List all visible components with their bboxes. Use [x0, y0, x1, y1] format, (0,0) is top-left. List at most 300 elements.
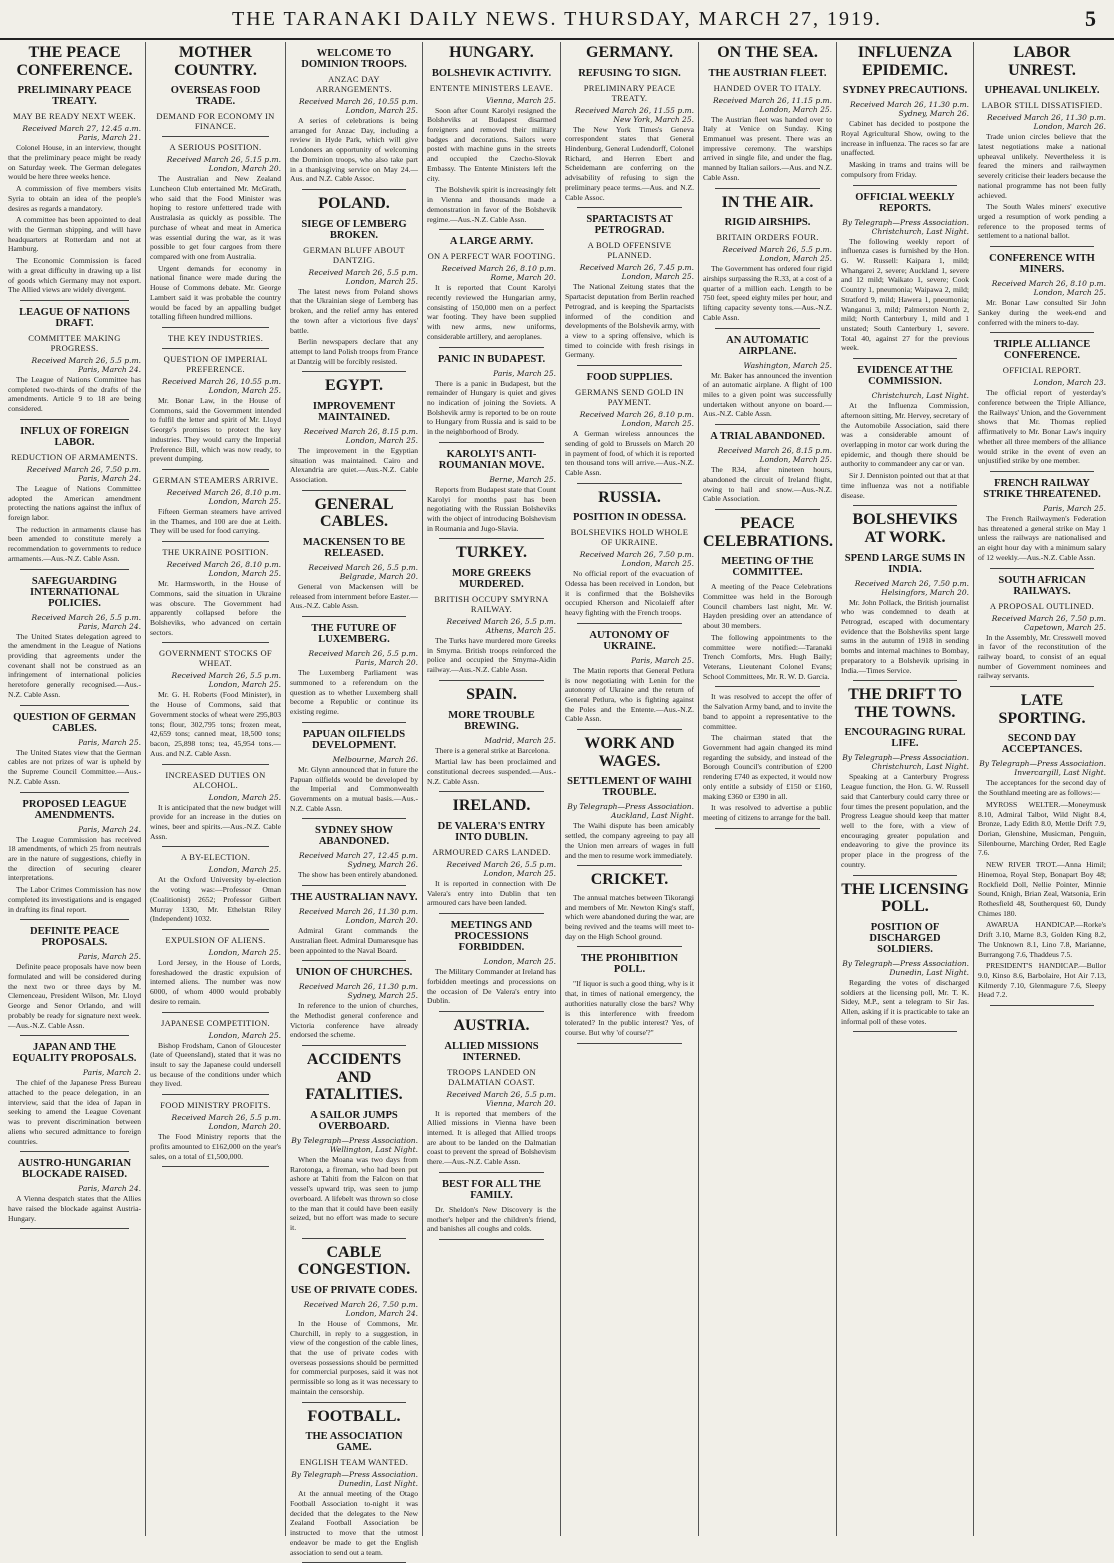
article-divider — [577, 865, 682, 866]
article-subheading: RIGID AIRSHIPS. — [724, 217, 811, 229]
article-deck: GOVERNMENT STOCKS OF WHEAT. — [159, 648, 272, 669]
article-dateline: London, March 25. — [483, 957, 556, 967]
article-subheading: MORE GREEKS MURDERED. — [451, 568, 532, 591]
article-deck: GERMANS SEND GOLD IN PAYMENT. — [575, 387, 684, 408]
article-subheading: SOUTH AFRICAN RAILWAYS. — [998, 574, 1086, 597]
article-divider — [853, 358, 957, 359]
article-headline: CABLE CONGESTION. — [297, 1243, 411, 1279]
article-dateline: Received March 26, 5.5 p.m. Paris, March 24. — [31, 612, 141, 631]
article-paragraph: General von Mackensen will be released from internment before Easter.—Aus.-N.Z. Cable Assn. — [290, 582, 418, 611]
article-dateline: Received March 26, 5.5 p.m. Vienna, March 20. — [446, 1089, 556, 1108]
article-paragraph: The following weekly report of influenza cases is furnished by the Hon. G. W. Russell: Kaipara 1, mild; Whangarei 2, severe; Auckland 1, severe and 12 mild; Waikato 1, severe; Cook Country 1, pneumonia; Waipawa 2, mild; Stratford 9, mild; Hawera 1, pneumonia; Wanganui 3, mild; Palmerston North 2, mild; North Canterbury 1, mild and 1 unstated; South Canterbury 1, severe. Total 40, against 27 for the previous week. — [841, 236, 969, 353]
article-divider — [302, 885, 406, 886]
article-deck: BOLSHEVIKS HOLD WHOLE OF UKRAINE. — [570, 527, 689, 548]
article-dateline: London, March 25. — [208, 792, 281, 802]
article — [427, 920, 556, 1012]
article-paragraph: The Military Commander at Ireland has forbidden meetings and processions on the occasion of De Valera's entry into Dublin. — [427, 967, 556, 1006]
article-subheading: INFLUX OF FOREIGN LABOR. — [20, 425, 129, 448]
article — [150, 648, 281, 764]
article-subheading: SPARTACISTS AT PETROGRAD. — [586, 214, 673, 237]
article — [150, 547, 281, 643]
article-subheading: REFUSING TO SIGN. — [578, 67, 681, 79]
article-paragraph: Mr. Bonar Law consulted Sir John Sankey during the week-end and conferred with the miners to-day. — [978, 298, 1106, 327]
article-divider — [715, 424, 820, 425]
article-paragraph: The French Railwaymen's Federation has threatened a general strike on May 1 unless the railways are nationalised and an eight hour day with a minimum salary of 12 weekly.—Aus.-N.Z. Cable Assn. — [978, 514, 1106, 562]
masthead-title: THE TARANAKI DAILY NEWS. THURSDAY, MARCH 27, 1919. — [232, 8, 882, 30]
article-subheading: PANIC IN BUDAPEST. — [437, 353, 546, 365]
article-divider — [162, 764, 269, 765]
article-divider — [439, 680, 544, 681]
column-6 — [699, 42, 837, 1536]
article-deck: OFFICIAL REPORT. — [1002, 365, 1082, 376]
article-divider — [577, 207, 682, 208]
article — [978, 44, 1106, 247]
article-paragraph: The Matin reports that General Petlura is now negotiating with Lenin for the autonomy of Ukraine and the return of General Petlura, who is fighting against the Poles and the Entente.—Aus.-N.Z. Cable Assn. — [565, 665, 694, 724]
article-deck: A PROPOSAL OUTLINED. — [989, 600, 1095, 611]
article-subheading: SYDNEY SHOW ABANDONED. — [314, 825, 394, 848]
article — [978, 692, 1106, 1006]
article-dateline: Received March 26, 5.15 p.m. London, March 20. — [166, 155, 281, 174]
article-paragraph: Mr. Baker has announced the invention of an automatic airplane. A flight of 100 miles to a given point was successfully undertaken without anyone on board.—Aus.-N.Z. Cable Assn. — [703, 370, 832, 419]
article-subheading: EVIDENCE AT THE COMMISSION. — [857, 365, 953, 388]
article-paragraph: Mr. Bonar Law, in the House of Commons, said the Government intended to fulfil the letter and spirit of Mr. Lloyd George's promises to protect the key industries. They would carry the Imperial Preference Bill, which was now ready, to prevent dumping. — [150, 395, 281, 464]
article — [290, 48, 418, 190]
article-headline: LATE SPORTING. — [998, 692, 1086, 727]
article-subheading: AUTONOMY OF UKRAINE. — [589, 629, 670, 652]
article-paragraph: Fifteen German steamers have arrived in the Thames, and 100 are due at Leith. They will be used for food carrying. — [150, 507, 281, 536]
article-headline: THE DRIFT TO THE TOWNS. — [848, 686, 962, 721]
article-deck: MAY BE READY NEXT WEEK. — [13, 111, 136, 122]
article-paragraph: The Bolshevik spirit is increasingly felt in Vienna and thousands made a demonstration in favor of the Bolshevik regime.—Aus.-N.Z. Cable Assn. — [427, 185, 556, 224]
article-headline: SPAIN. — [466, 685, 517, 703]
article-dateline: Received March 26, 5.5 p.m. London, March 25. — [446, 859, 556, 878]
article — [427, 44, 556, 230]
article-paragraph: It is reported in connection with De Valera's entry into Dublin that ten armoured cars have been landed. — [427, 878, 556, 908]
article-deck: HANDED OVER TO ITALY. — [713, 82, 822, 93]
article-divider — [162, 1166, 269, 1167]
article-subheading: SYDNEY PRECAUTIONS. — [842, 85, 968, 97]
article-dateline: Melbourne, March 26. — [332, 754, 418, 764]
article-headline: LABOR UNREST. — [1008, 44, 1076, 79]
article-dateline: Received March 26, 11.55 p.m. New York, March 25. — [575, 105, 694, 124]
article-paragraph: A series of celebrations is being arranged for Anzac Day, including a review in Hyde Park, which will give Londoners an opportunity of welcoming the Dominion troops, who also take part in a thanksgiving service on May 24.—Aus. and N.Z. Cable Assoc. — [290, 116, 418, 184]
article-divider — [162, 348, 269, 349]
article-divider — [577, 365, 682, 366]
article-paragraph: Soon after Count Karolyi resigned the Bolsheviks at Budapest disarmed foreigners and removed their military badges and decorations. Sailors were posted with machine guns in the streets and occupied the Czecho-Slovak Embassy. The Entente Ministers left the city. — [427, 105, 556, 183]
article-paragraph: At the Oxford University by-election the voting was:—Professor Oman (Coalitionist) 2652; Professor Gilbert Murray 1330, Mr. Ethelstan Riley (Independent) 1032. — [150, 875, 281, 924]
article-paragraph: At the Influenza Commission, afternoon sitting, Mr. Hervey, secretary of the Automobile Association, said there was a considerable amount of overlapping in motor car work during the epidemic, and though there should be authority to commandeer any car or van. — [841, 401, 969, 469]
article — [290, 496, 418, 617]
article-paragraph: At the annual meeting of the Otago Football Association to-night it was decided that the delegates to the New Zealand Football Association be instructed to move that the utmost endeavor be made to get the English association to send out a team. — [290, 1489, 418, 1557]
article — [8, 576, 141, 706]
article-paragraph: The Luxemberg Parliament was summoned to a referendum on the question as to whether Luxemberg shall become a Republic or continue its existing regime. — [290, 668, 418, 717]
article-subheading: ALLIED MISSIONS INTERNED. — [444, 1040, 539, 1063]
article-deck: ON A PERFECT WAR FOOTING. — [427, 251, 556, 262]
article-headline: TURKEY. — [456, 544, 527, 562]
column-3 — [286, 42, 423, 1557]
article-headline: BOLSHEVIKS AT WORK. — [852, 511, 958, 546]
article — [565, 372, 694, 484]
article-subheading: FOOD SUPPLIES. — [586, 372, 673, 384]
article-dateline: Paris, March 24. — [78, 1184, 141, 1194]
article-paragraph: The League Commission has received 18 amendments, of which 25 from neutrals are in the nature of suggestions, chiefly in the direction of securing clearer interpretations. — [8, 834, 141, 883]
article-subheading: KAROLYI'S ANTI-ROUMANIAN MOVE. — [438, 448, 545, 471]
article-paragraph: Masking in trams and trains will be compulsory from Friday. — [841, 160, 969, 179]
article-headline: RUSSIA. — [598, 488, 661, 506]
article-divider — [302, 1045, 406, 1046]
article-dateline: Received March 26, 5.5 p.m. Belgrade, March 20. — [308, 563, 418, 582]
article-dateline: Received March 26, 11.30 p.m. London, March 20. — [299, 907, 418, 926]
article-paragraph: The official report of yesterday's conference between the Triple Alliance, the Railways' Union, and the Government shows that Mr. Thomas replied affirmatively to Mr. Bonar Law's inquiry whether all three members of the alliance would strike in the event of even an unjustified strike by one member. — [978, 388, 1106, 466]
article-dateline: Received March 26, 10.55 p.m. London, March 25. — [162, 376, 281, 395]
article-paragraph: Mr. Glynn announced that in future the Papuan oilfields would be developed by the Imperial and Commonwealth Governments on a mutual basis.—Aus.-N.Z. Cable Assn. — [290, 764, 418, 813]
article-deck: BRITAIN ORDERS FOUR. — [716, 232, 819, 243]
article-headline: WORK AND WAGES. — [584, 735, 675, 770]
article-paragraph: The reduction in armaments clause has been amended to constitute merely a recommendation to governments to reduce armaments.—Aus.-N.Z. Cable Assn. — [8, 524, 141, 563]
article-divider — [439, 1011, 544, 1012]
article-dateline: Vienna, March 25. — [485, 95, 556, 105]
article — [841, 881, 969, 1033]
article-subheading: MEETINGS AND PROCESSIONS FORBIDDEN. — [450, 920, 533, 954]
article-subheading: BOLSHEVIK ACTIVITY. — [431, 67, 552, 79]
article-subheading: THE ASSOCIATION GAME. — [305, 1431, 403, 1454]
article — [427, 1179, 556, 1240]
article-dateline: Received March 26, 5.5 p.m. London, March 25. — [171, 671, 281, 690]
article-deck: REDUCTION OF ARMAMENTS. — [10, 451, 139, 462]
article-dateline: Berne, March 25. — [489, 474, 556, 484]
article-divider — [990, 332, 1094, 333]
article-paragraph: Bishop Frodsham, Canon of Gloucester (late of Queensland), stated that it was no insult to say the Japanese could undersell us because of the conditions under which they lived. — [150, 1040, 281, 1089]
article — [565, 214, 694, 366]
article-paragraph: The Economic Commission is faced with a great difficulty in drawing up a list of goods which Germany may not export. The Allied views are widely divergent. — [8, 256, 141, 295]
article-dateline: London, March 23. — [1033, 378, 1106, 388]
article — [841, 44, 969, 186]
article — [703, 692, 832, 828]
article-dateline: Received March 26, 5.5 p.m. London, March 20. — [171, 1113, 281, 1132]
article-paragraph: A meeting of the Peace Celebrations Committee was held in the Borough Council chambers last night, Mr. W. Hayden presiding over an attendance of about 30 members. — [703, 582, 832, 631]
article-subheading: OFFICIAL WEEKLY REPORTS. — [855, 191, 955, 214]
article-paragraph: The annual matches between Tikorangi and members of Mr. Newton King's staff, which were abandoned during the war, are being revived and the teams will meet to-day on the High School ground. — [565, 892, 694, 941]
article-deck: INCREASED DUTIES ON ALCOHOL. — [165, 769, 266, 790]
article-deck: FOOD MINISTRY PROFITS. — [160, 1100, 271, 1111]
article-paragraph: The show has been entirely abandoned. — [298, 870, 418, 880]
article — [703, 515, 832, 687]
article-paragraph: Cabinet has decided to postpone the Royal Agricultural Show, owing to the increase in influenza. The races so far are unaffected. — [841, 119, 969, 158]
article-subheading: MACKENSEN TO BE RELEASED. — [302, 537, 406, 560]
article-divider — [990, 1005, 1094, 1006]
article-paragraph: A Vienna despatch states that the Allies have raised the blockade against Austria-Hungary. — [8, 1194, 141, 1223]
article-dateline: By Telegraph—Press Association. Invercargill, Last Night. — [979, 759, 1106, 778]
article-divider — [20, 419, 129, 420]
article-paragraph: Berlin newspapers declare that any attempt to land Polish troops from France at Dantzig will be forcibly resisted. — [290, 337, 418, 366]
article-divider — [853, 505, 957, 506]
article-dateline: Paris, March 25. — [78, 737, 141, 747]
article — [427, 544, 556, 680]
article-divider — [577, 483, 682, 484]
article-divider — [853, 1031, 957, 1032]
article — [290, 195, 418, 372]
article-deck: ENGLISH TEAM WANTED. — [299, 1457, 409, 1468]
article-headline: ACCIDENTS AND FATALITIES. — [305, 1051, 403, 1104]
article — [150, 1018, 281, 1096]
article-dateline: Received March 26, 11.30 p.m. Sydney, March 25. — [299, 982, 418, 1001]
article-paragraph: Dr. Sheldon's New Discovery is the mother's helper and the children's friend, and banishes all coughs and colds. — [427, 1204, 556, 1234]
article-paragraph: Martial law has been proclaimed and constitutional decrees suspended.—Aus.-N.Z. Cable Assn. — [427, 757, 556, 786]
article-paragraph: It is anticipated that the new budget will provide for an increase in the duties on wines, beer and spirits.—Aus.-N.Z. Cable Assn. — [150, 802, 281, 841]
article — [150, 852, 281, 930]
article-dateline: Received March 26, 8.10 p.m. London, March 25. — [166, 488, 281, 506]
article-divider — [439, 229, 544, 230]
article-paragraph: The League of Nations Committee has completed two-thirds of the drafts of the amendments. Article 9 to 18 are being considered. — [8, 374, 141, 414]
article-paragraph: The New York Times's Geneva correspondent states that General Hindenburg, General Ludendorff, Colonel Richard, and Herren Ebert and Scheidemann are conferring on the advisability of refusing to sign the preliminary peace terms.—Aus. and N.Z. Cable Assoc. — [565, 124, 694, 202]
column-4 — [423, 42, 561, 1536]
article-divider — [439, 1239, 544, 1240]
article-dateline: Received March 26, 11.30 p.m. London, March 26. — [987, 113, 1106, 132]
article — [8, 799, 141, 921]
article-headline: IN THE AIR. — [721, 193, 814, 211]
article-divider — [715, 686, 820, 687]
article — [290, 1051, 418, 1239]
article-dateline: Paris, March 25. — [493, 368, 556, 378]
article-subheading: DE VALERA'S ENTRY INTO DUBLIN. — [437, 820, 546, 843]
article — [703, 431, 832, 510]
article-paragraph: In the House of Commons, Mr. Churchill, in reply to a suggestion, in view of the congestion of the cable lines, that the use of private codes with overseas possessions should be permitted for commercial purposes, said it was not permissible so long as it was necessary to maintain the censorship. — [290, 1318, 418, 1396]
article-paragraph: NEW RIVER TROT.—Anna Himil; Hinemoa, Royal Step, Bonapart Boy 48; Rockfield Doll, Nellie Pointer, Minnie Sound, Knigh, Brian Zeal, Watsonia, Erin Rothesfield 48, Southerquest 60, Dundy Chimes 180. — [978, 860, 1106, 918]
article-divider — [577, 623, 682, 624]
article-divider — [20, 300, 129, 301]
article-divider — [715, 188, 820, 189]
article-dateline: Paris, March 24. — [78, 824, 141, 834]
article-paragraph: The Government has ordered four rigid airships surpassing the R.33, at a cost of a quarter of a million each. Length to be 750 feet, speed eighty miles per hour, and lifting capacity seventy tons.—Aus.-N.Z. Cable Assn. — [703, 264, 832, 322]
article-paragraph: The acceptances for the second day of the Southland meeting are as follows:— — [978, 778, 1106, 798]
page-number: 5 — [1085, 6, 1096, 31]
article-dateline: London, March 25. — [208, 1030, 281, 1040]
article-paragraph: Mr. G. H. Roberts (Food Minister), in the House of Commons, said that Government stocks of wheat were 295,803 tons; flour, 302,795 tons; frozen meat, 42,659 tons; canned meat, 18,500 tons; bacon, 25,898 tons; tea, 45,954 tons.—Aus. and N.Z. Cable Assn. — [150, 690, 281, 758]
article-paragraph: The National Zeitung states that the Spartacist deputation from Berlin reached Petrograd, and is keeping the Spartacists informed of the condition and developments of the Bolshevik army, with a view to a spring offensive, which is timed to coincide with fresh risings in Germany. — [565, 282, 694, 360]
article-paragraph: Mr. Harmsworth, in the House of Commons, said the situation in Ukraine was obscure. The Government had apparently collapsed before the Bolsheviks, who advanced on certain sectors. — [150, 579, 281, 637]
article-subheading: THE AUSTRIAN FLEET. — [708, 67, 827, 79]
article — [8, 44, 141, 301]
article-divider — [20, 1228, 129, 1229]
article — [841, 365, 969, 506]
article-dateline: Paris, March 25. — [631, 655, 694, 665]
article-dateline: Christchurch, Last Night. — [871, 391, 969, 401]
article — [290, 825, 418, 886]
article-paragraph: The Waihi dispute has been amicably settled, the company agreeing to pay all the Union men arrears of wages in full and the men to resume work immediately. — [565, 821, 694, 860]
article-divider — [990, 686, 1094, 687]
article-paragraph: The Food Ministry reports that the profits amounted to £162,000 on the year's sales, on a total of £1,500,000. — [150, 1132, 281, 1161]
masthead — [0, 0, 1114, 40]
article-deck: THE KEY INDUSTRIES. — [167, 332, 264, 343]
article-paragraph: Admiral Grant commands the Australian fleet. Admiral Dumaresque has been appointed to the Naval Board. — [290, 926, 418, 955]
article — [150, 770, 281, 848]
article-headline: POLAND. — [318, 195, 390, 213]
article — [841, 192, 969, 360]
article-dateline: Received March 26, 8.15 p.m. London, March 25. — [303, 426, 418, 445]
article-divider — [302, 371, 406, 372]
article-paragraph: It is reported that Count Karolyi recently reviewed the Hungarian army, consisting of 150,000 men on a perfect war footing. They have been supplied with new arms, new uniforms, considerable artillery, and aeroplanes. — [427, 283, 556, 341]
article-subheading: BEST FOR ALL THE FAMILY. — [441, 1178, 542, 1201]
article-divider — [162, 846, 269, 847]
article-dateline: Paris, March 25. — [1043, 504, 1106, 513]
article-divider — [990, 246, 1094, 247]
article — [290, 729, 418, 820]
article-subheading: JAPAN AND THE EQUALITY PROPOSALS. — [12, 1042, 137, 1065]
article — [8, 307, 141, 420]
article-subheading: MORE TROUBLE BREWING. — [448, 709, 535, 732]
article-deck: QUESTION OF IMPERIAL PREFERENCE. — [163, 353, 268, 374]
article-subheading: PROPOSED LEAGUE AMENDMENTS. — [22, 798, 127, 821]
article — [8, 712, 141, 793]
article-dateline: Received March 26, 7.50 p.m. Paris, March 24. — [26, 464, 141, 483]
article — [8, 426, 141, 570]
article — [565, 953, 694, 1043]
article-dateline: Received March 27, 12.45 a.m. Paris, March 21. — [22, 124, 141, 143]
article-dateline: Madrid, March 25. — [484, 735, 556, 745]
article-paragraph: When the Moana was two days from Rarotonga, a fireman, who had been put ashore at Tahiti from the Falcon on that vessel's upward trip, was seen to jump overboard. A lifebelt was thrown so close to the man that it could have been easily seized, but no effort was made to secure it. — [290, 1154, 418, 1232]
article-subheading: UNION OF CHURCHES. — [295, 967, 413, 979]
article — [290, 1408, 418, 1563]
article — [150, 1100, 281, 1167]
article-subheading: DEFINITE PEACE PROPOSALS. — [30, 926, 119, 949]
article-divider — [162, 136, 269, 137]
article-subheading: PRELIMINARY PEACE TREATY. — [17, 85, 132, 108]
article-paragraph: Lord Jersey, in the House of Lords, foreshadowed the drastic expulsion of interned aliens. The number was now 6000, of whom 4000 would probably desire to remain. — [150, 957, 281, 1006]
article-dateline: Received March 26, 8.10 p.m. London, March 25. — [579, 410, 694, 429]
article-headline: ON THE SEA. — [717, 44, 818, 61]
article-subheading: POSITION OF DISCHARGED SOLDIERS. — [869, 921, 941, 955]
article — [150, 354, 281, 470]
article — [427, 686, 556, 792]
article-headline: CRICKET. — [590, 871, 669, 889]
article-paragraph: The Labor Crimes Commission has now completed its investigations and is engaged in drafting its final report. — [8, 885, 141, 914]
article — [703, 194, 832, 329]
column-2 — [146, 42, 286, 1536]
article-paragraph: "If liquor is such a good thing, why is it that, in times of national emergency, the authorities naturally close the bars? Why is this interference with freedom tolerated? In the public interest? Yes, of course. But why 'of course'?" — [565, 979, 694, 1038]
article — [978, 478, 1106, 569]
article-divider — [20, 919, 129, 920]
article-subheading: SECOND DAY ACCEPTANCES. — [1001, 733, 1083, 756]
article-deck: COMMITTEE MAKING PROGRESS. — [28, 332, 121, 353]
article-deck: A BY-ELECTION. — [180, 852, 251, 863]
article-paragraph: MYROSS WELTER.—Moneymusk 8.10, Admiral Talbot, Wild Night 8.4, Bronze, Lady Edith 8.0, Mettle Drift 7.9, Dorian, Glenshine, Musicman, Penguin, Silenbourne, Marching Order, Red Eagle 7.6. — [978, 799, 1106, 858]
column-8 — [974, 42, 1110, 1536]
article-headline: EGYPT. — [325, 377, 383, 395]
article-deck: GERMAN BLUFF ABOUT DANTZIG. — [303, 244, 405, 265]
article-divider — [853, 185, 957, 186]
article — [150, 333, 281, 349]
article-subheading: WELCOME TO DOMINION TROOPS. — [301, 48, 407, 70]
article-paragraph: Speaking at a Canterbury Progress League function, the Hon. G. W. Russell said that Canterbury could carry three or four times the present population, and the Progress League should keep that matter well to the fore, with a view of encouraging greater population and endeavoring to give the province its proper place in the progress of the country. — [841, 772, 969, 869]
article-subheading: PAPUAN OILFIELDS DEVELOPMENT. — [302, 728, 406, 751]
article-divider — [577, 946, 682, 947]
article-dateline: By Telegraph—Press Association. Wellington, Last Night. — [291, 1135, 418, 1154]
article-paragraph: Urgent demands for economy in national finance were made during the House of Commons debate. Mr. George Lambert said it was probable the country would be faced by an appalling budget totalling fifteen hundred millions. — [150, 263, 281, 322]
article — [427, 449, 556, 540]
article — [427, 236, 556, 347]
article-subheading: UPHEAVAL UNLIKELY. — [984, 85, 1100, 97]
article-dateline: By Telegraph—Press Association. Dunedin, Last Night. — [291, 1470, 418, 1489]
article-dateline: By Telegraph—Press Association. Dunedin, Last Night. — [842, 958, 969, 977]
article-subheading: LEAGUE OF NATIONS DRAFT. — [19, 306, 130, 329]
article-subheading: POSITION IN ODESSA. — [573, 512, 686, 524]
article — [150, 935, 281, 1013]
article-headline: INFLUENZA EPIDEMIC. — [857, 44, 953, 79]
article-divider — [715, 328, 820, 329]
article-headline: MOTHER COUNTRY. — [174, 44, 257, 79]
article — [290, 1244, 418, 1403]
article-deck: JAPANESE COMPETITION. — [161, 1017, 270, 1028]
article-deck: BRITISH OCCUPY SMYRNA RAILWAY. — [434, 594, 549, 615]
article-deck: EXPULSION OF ALIENS. — [165, 934, 266, 945]
article — [150, 142, 281, 328]
article-dateline: Paris, March 2. — [82, 1068, 141, 1078]
article-headline: GERMANY. — [586, 44, 673, 61]
article-divider — [162, 1094, 269, 1095]
article-dateline: Received March 26, 11.30 p.m. Sydney, March 26. — [850, 100, 969, 119]
article-paragraph: Trade union circles believe that the latest negotiations make a national upheaval unlikely. Nevertheless it is feared the miners and railwaymen severely criticise their leaders because the national programme has not been fully achieved. — [978, 132, 1106, 200]
article-divider — [439, 538, 544, 539]
article-paragraph: The Turks have murdered more Greeks in Smyrna. British troops reinforced the police and occupied the Smyrna-Aidin railway.—Aus.-N.Z. Cable Assn. — [427, 636, 556, 675]
article — [290, 377, 418, 490]
article-divider — [577, 1043, 682, 1044]
article-divider — [715, 509, 820, 510]
article-subheading: USE OF PRIVATE CODES. — [290, 1284, 418, 1296]
article-paragraph: The Austrian fleet was handed over to Italy at Venice on Sunday. King Emmanuel was present. There was an impressive ceremony. The warships arrived in single file, and under the flag, manned by Italian sailors.—Aus. and N.Z. Cable Assn. — [703, 114, 832, 182]
article — [978, 575, 1106, 688]
article-paragraph: A German wireless announces the sending of gold to Brussels on March 20 in payment of food, of which it is reported ten thousand tons will arrive.—Aus.-N.Z. Cable Assn. — [565, 429, 694, 477]
article-dateline: Received March 26, 8.10 p.m. London, March 25. — [166, 560, 281, 579]
article — [427, 1017, 556, 1173]
article — [703, 44, 832, 189]
column-5 — [561, 42, 699, 1536]
article — [427, 354, 556, 443]
article-dateline: Received March 26, 7.45 p.m. London, March 25. — [579, 263, 694, 282]
article-divider — [162, 541, 269, 542]
article-dateline: London, March 25. — [208, 865, 281, 875]
article-divider — [302, 1238, 406, 1239]
article-headline: PEACE CELEBRATIONS. — [703, 515, 833, 550]
article-paragraph: Colonel House, in an interview, thought that the preliminary peace might be ready on Saturday week. The German delegates would be here three weeks hence. — [8, 143, 141, 182]
article-subheading: SAFEGUARDING INTERNATIONAL POLICIES. — [29, 575, 120, 609]
article-subheading: ENCOURAGING RURAL LIFE. — [844, 727, 966, 750]
article-dateline: Received March 26, 10.55 p.m. London, March 25. — [299, 97, 418, 115]
article-dateline: Received March 26, 11.15 p.m. London, March 25. — [713, 95, 832, 114]
article — [565, 489, 694, 624]
article-paragraph: In the Assembly, Mr. Cresswell moved in favor of the reconstitution of the railway board, to consist of an equal number of Government nominees and railway servants. — [978, 632, 1106, 681]
article-deck: ENTENTE MINISTERS LEAVE. — [429, 82, 554, 93]
article — [565, 630, 694, 730]
article-deck: GERMAN STEAMERS ARRIVE. — [152, 475, 279, 485]
article-divider — [302, 818, 406, 819]
article-dateline: London, March 25. — [208, 947, 281, 957]
article — [841, 511, 969, 681]
article-divider — [20, 1035, 129, 1036]
article — [978, 339, 1106, 472]
article-deck: ARMOURED CARS LANDED. — [432, 846, 551, 857]
column-1 — [4, 42, 146, 1536]
article-paragraph: The chief of the Japanese Press Bureau attached to the peace delegation, in an interview, said that the idea of Japan in seeking to amend the League Covenant was to prevent discrimination between aliens who secured admittance to foreign countries. — [8, 1078, 141, 1146]
article-dateline: Received March 26, 8.15 p.m. London, March 25. — [717, 446, 832, 465]
article-subheading: TRIPLE ALLIANCE CONFERENCE. — [993, 339, 1091, 362]
article-divider — [990, 471, 1094, 472]
article-divider — [20, 792, 129, 793]
article-paragraph: The South Wales miners' executive urged a resumption of work pending a reference to the proposed terms of settlement to a national ballot. — [978, 202, 1106, 241]
article-divider — [162, 327, 269, 328]
article-dateline: Received March 26, 8.10 p.m. London, March 25. — [991, 279, 1106, 298]
article-divider — [302, 490, 406, 491]
article-divider — [302, 722, 406, 723]
